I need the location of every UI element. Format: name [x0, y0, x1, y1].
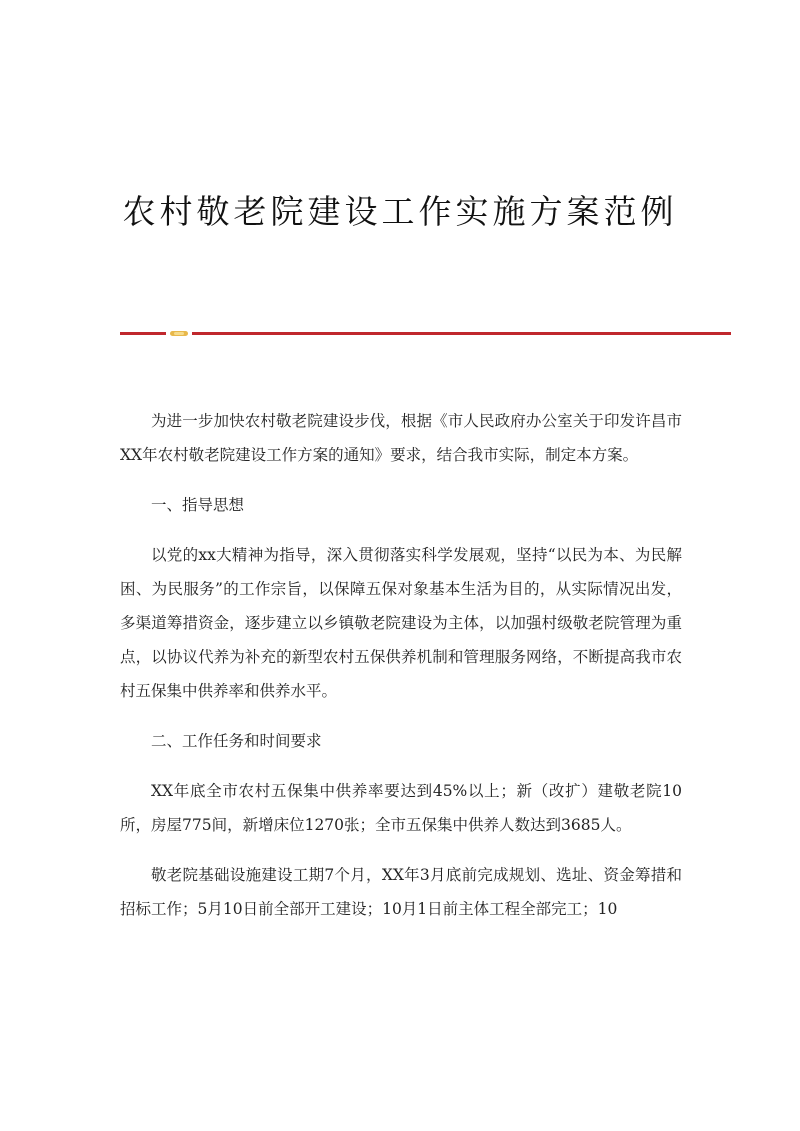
divider-line-left [120, 332, 166, 335]
guiding-ideology-paragraph: 以党的xx大精神为指导，深入贯彻落实科学发展观，坚持“以民为本、为民解困、为民服务”的工作宗旨，以保障五保对象基本生活为目的，从实际情况出发，多渠道筹措资金，逐步建立以乡镇敬老院建设为主体，以加强村级敬老院管理为重点，以协议代养为补充的新型农村五保供养机制和管理服务网络，不断提高我市农村五保集中供养率和供养水平。 [120, 546, 682, 700]
intro-paragraph: 为进一步加快农村敬老院建设步伐，根据《市人民政府办公室关于印发许昌市XX年农村敬老院建设工作方案的通知》要求，结合我市实际，制定本方案。 [120, 412, 682, 464]
section-heading-tasks-timeline: 二、工作任务和时间要求 [151, 732, 322, 750]
tasks-paragraph: XX年底全市农村五保集中供养率要达到45%以上；新（改扩）建敬老院10所，房屋775间，新增床位1270张；全市五保集中供养人数达到3685人。 [120, 782, 682, 834]
document-title: 农村敬老院建设工作实施方案范例 [122, 192, 678, 231]
title-divider [120, 330, 731, 336]
divider-ornament-icon [170, 331, 188, 336]
timeline-paragraph: 敬老院基础设施建设工期7个月，XX年3月底前完成规划、选址、资金筹措和招标工作；5月10日前全部开工建设；10月1日前主体工程全部完工；10 [120, 866, 682, 918]
section-heading-guiding-ideology: 一、指导思想 [151, 496, 245, 514]
divider-line-right [192, 332, 731, 335]
document-body [120, 404, 682, 942]
